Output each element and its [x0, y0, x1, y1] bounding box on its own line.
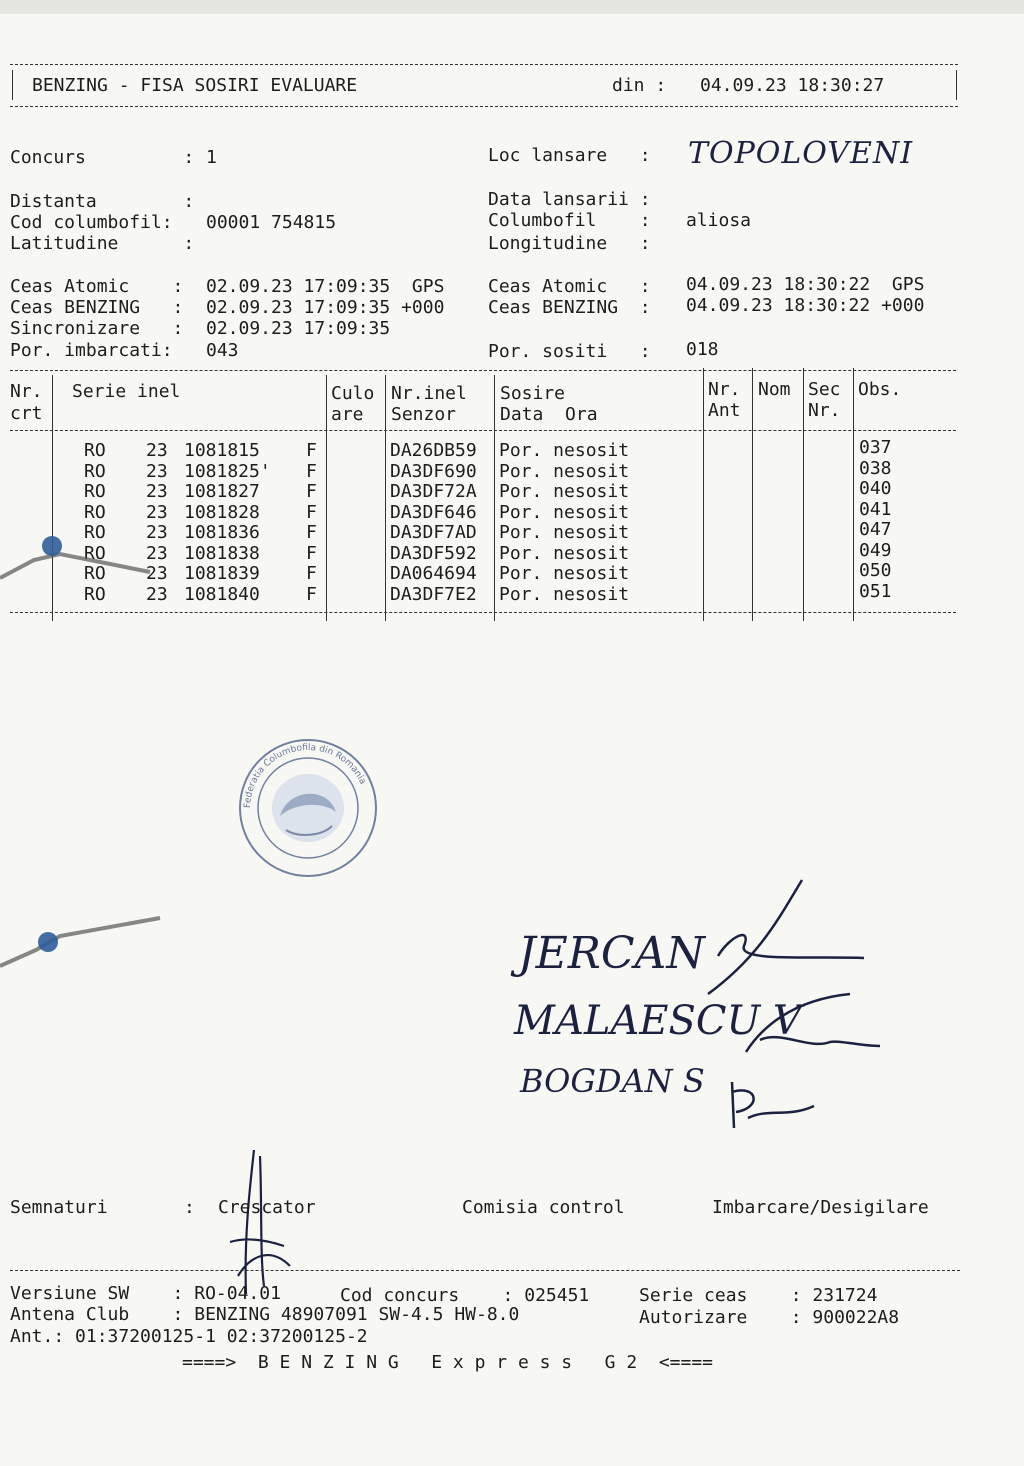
- semnaturi-label: Semnaturi: [10, 1197, 108, 1218]
- ceas-atomic-end-value: 04.09.23 18:30:22 GPS: [686, 274, 925, 295]
- clip-shadow-bottom: [0, 912, 170, 972]
- row-inel: 1081838: [184, 542, 260, 564]
- imbarcare-desigilare-label: Imbarcare/Desigilare: [712, 1197, 929, 1218]
- ceas-benzing-end-label: Ceas BENZING :: [488, 297, 651, 318]
- loc-lansare-label: Loc lansare :: [488, 145, 651, 166]
- distanta-label: Distanta :: [10, 191, 195, 212]
- columbofil-value: aliosa: [686, 210, 752, 231]
- ceas-atomic-end-label: Ceas Atomic :: [488, 276, 651, 297]
- header-nr-inel-2: Senzor: [391, 404, 457, 425]
- header-serie-inel: Serie inel: [72, 381, 181, 402]
- row-tara: RO: [84, 460, 106, 482]
- row-senzor: DA3DF592: [390, 542, 477, 564]
- header-sosire-1: Sosire: [500, 383, 566, 404]
- row-an: 23: [146, 501, 168, 523]
- sincronizare-label: Sincronizare :: [10, 318, 184, 339]
- row-sosire: Por. nesosit: [499, 583, 630, 605]
- top-edge-strip: [0, 0, 1024, 14]
- row-an: 23: [146, 583, 168, 605]
- row-sosire: Por. nesosit: [499, 440, 630, 461]
- porumbei-imbarcati-value: 043: [206, 340, 239, 361]
- row-sosire: Por. nesosit: [499, 542, 630, 564]
- row-obs: 037: [859, 437, 892, 458]
- row-sosire: Por. nesosit: [499, 501, 630, 523]
- row-inel: 1081839: [184, 563, 260, 584]
- data-lansarii-label: Data lansarii :: [488, 189, 651, 210]
- table-bottom-rule: [10, 612, 956, 613]
- antena-club: Antena Club : BENZING 48907091 SW-4.5 HW-8.0: [10, 1304, 520, 1325]
- row-tara: RO: [84, 583, 106, 605]
- footer-rule: [10, 1270, 960, 1271]
- row-sex: F: [306, 460, 317, 482]
- row-tara: RO: [84, 440, 106, 461]
- header-sosire-2: Data Ora: [500, 404, 598, 425]
- cod-columbofil-label: Cod columbofil:: [10, 212, 173, 233]
- row-inel: 1081836: [184, 522, 260, 543]
- header-left-edge: [12, 70, 13, 100]
- latitudine-label: Latitudine :: [10, 233, 195, 254]
- row-an: 23: [146, 481, 168, 502]
- handwritten-name-3: BOGDAN S: [520, 1062, 705, 1100]
- club-stamp: [236, 736, 380, 880]
- table-header-rule: [10, 430, 956, 431]
- row-senzor: DA26DB59: [390, 440, 477, 461]
- ceas-benzing-start-label: Ceas BENZING :: [10, 297, 184, 318]
- header-right-edge: [956, 70, 957, 100]
- header-bottom-rule: [10, 106, 958, 107]
- columbofil-label: Columbofil :: [488, 210, 651, 231]
- row-sex: F: [306, 563, 317, 584]
- row-tara: RO: [84, 542, 106, 564]
- row-senzor: DA3DF72A: [390, 481, 477, 502]
- row-an: 23: [146, 460, 168, 482]
- table-row: [0, 498, 1000, 523]
- row-obs: 049: [859, 539, 892, 561]
- row-obs: 051: [859, 580, 892, 602]
- row-an: 23: [146, 542, 168, 564]
- autorizare: Autorizare : 900022A8: [639, 1307, 900, 1328]
- concurs-value: 1: [206, 147, 217, 168]
- row-sex: F: [306, 522, 317, 543]
- row-an: 23: [146, 563, 168, 584]
- header-culoare-1: Culo: [331, 383, 375, 404]
- sincronizare-value: 02.09.23 17:09:35: [206, 318, 391, 339]
- row-tara: RO: [84, 501, 106, 523]
- ceas-benzing-start-value: 02.09.23 17:09:35 +000: [206, 297, 445, 318]
- row-tara: RO: [84, 522, 106, 543]
- row-senzor: DA064694: [390, 563, 477, 584]
- header-nr-crt-1: Nr.: [10, 381, 43, 402]
- porumbei-sositi-label: Por. sositi :: [488, 341, 651, 362]
- ceas-atomic-start-value: 02.09.23 17:09:35 GPS: [206, 276, 445, 297]
- row-sosire: Por. nesosit: [499, 522, 630, 543]
- row-obs: 041: [859, 498, 892, 520]
- row-sex: F: [306, 501, 317, 523]
- page-title: BENZING - FISA SOSIRI EVALUARE: [32, 75, 358, 96]
- row-an: 23: [146, 440, 168, 461]
- row-sex: F: [306, 440, 317, 461]
- loc-lansare-value: TOPOLOVENI: [688, 136, 914, 171]
- header-nr-crt-2: crt: [10, 403, 43, 424]
- ceas-atomic-start-label: Ceas Atomic :: [10, 276, 184, 297]
- row-senzor: DA3DF7E2: [390, 583, 477, 605]
- row-tara: RO: [84, 481, 106, 502]
- header-datetime: 04.09.23 18:30:27: [700, 75, 885, 96]
- row-obs: 047: [859, 519, 892, 540]
- header-obs: Obs.: [858, 379, 902, 400]
- versiune-sw: Versiune SW : RO-04.01: [10, 1283, 281, 1304]
- header-top-rule: [10, 64, 958, 65]
- row-sosire: Por. nesosit: [499, 460, 630, 482]
- row-sex: F: [306, 481, 317, 502]
- row-sex: F: [306, 542, 317, 564]
- header-nr-ant-2: Ant: [708, 400, 741, 421]
- row-an: 23: [146, 522, 168, 543]
- row-tara: RO: [84, 563, 106, 584]
- row-obs: 038: [859, 457, 892, 479]
- benzing-express-banner: ====> B E N Z I N G E x p r e s s G 2 <====: [182, 1352, 714, 1373]
- header-nr-ant-1: Nr.: [708, 379, 741, 400]
- clip-shadow-top: [0, 526, 160, 586]
- row-inel: 1081840: [184, 583, 260, 605]
- header-din-label: din :: [612, 75, 667, 96]
- table-row: [0, 437, 1000, 461]
- row-inel: 1081815: [184, 440, 260, 461]
- concurs-label: Concurs :: [10, 147, 195, 168]
- header-culoare-2: are: [331, 404, 364, 425]
- antene-info: Ant.: 01:37200125-1 02:37200125-2: [10, 1326, 368, 1347]
- signature-scribble-3: [718, 1078, 828, 1138]
- table-top-rule: [10, 370, 956, 371]
- row-senzor: DA3DF646: [390, 501, 477, 523]
- stamp-text: Federatia Columbofila din Romania: [242, 742, 368, 809]
- handwritten-name-2: MALAESCU V: [514, 998, 802, 1044]
- row-sosire: Por. nesosit: [499, 481, 630, 502]
- porumbei-imbarcati-label: Por. imbarcati:: [10, 340, 173, 361]
- table-row: [0, 580, 1000, 605]
- handwritten-name-1: JERCAN: [518, 928, 705, 979]
- ceas-benzing-end-value: 04.09.23 18:30:22 +000: [686, 295, 925, 316]
- header-sec-nr-2: Nr.: [808, 400, 841, 421]
- cod-columbofil-value: 00001 754815: [206, 212, 337, 233]
- serie-ceas: Serie ceas : 231724: [639, 1285, 878, 1306]
- cod-concurs: Cod concurs : 025451: [340, 1285, 590, 1306]
- row-sosire: Por. nesosit: [499, 563, 630, 584]
- porumbei-sositi-value: 018: [686, 339, 719, 360]
- row-obs: 040: [859, 478, 892, 499]
- header-nr-inel-1: Nr.inel: [391, 383, 467, 404]
- signature-scribble-1: [690, 876, 880, 996]
- crescator-label: Crescator: [218, 1197, 316, 1218]
- semnaturi-colon: :: [184, 1197, 195, 1218]
- table-row: [0, 457, 1000, 482]
- table-row: [0, 478, 1000, 502]
- row-inel: 1081827: [184, 481, 260, 502]
- row-obs: 050: [859, 560, 892, 581]
- longitudine-label: Longitudine :: [488, 233, 651, 254]
- row-inel: 1081825': [184, 460, 271, 482]
- comisia-control-label: Comisia control: [462, 1197, 625, 1218]
- row-senzor: DA3DF690: [390, 460, 477, 482]
- row-sex: F: [306, 583, 317, 605]
- signature-crescator-scribble: [220, 1146, 300, 1296]
- header-nom: Nom: [758, 379, 791, 400]
- row-inel: 1081828: [184, 501, 260, 523]
- signature-scribble-2: [740, 990, 890, 1060]
- row-senzor: DA3DF7AD: [390, 522, 477, 543]
- header-sec-nr-1: Sec: [808, 379, 841, 400]
